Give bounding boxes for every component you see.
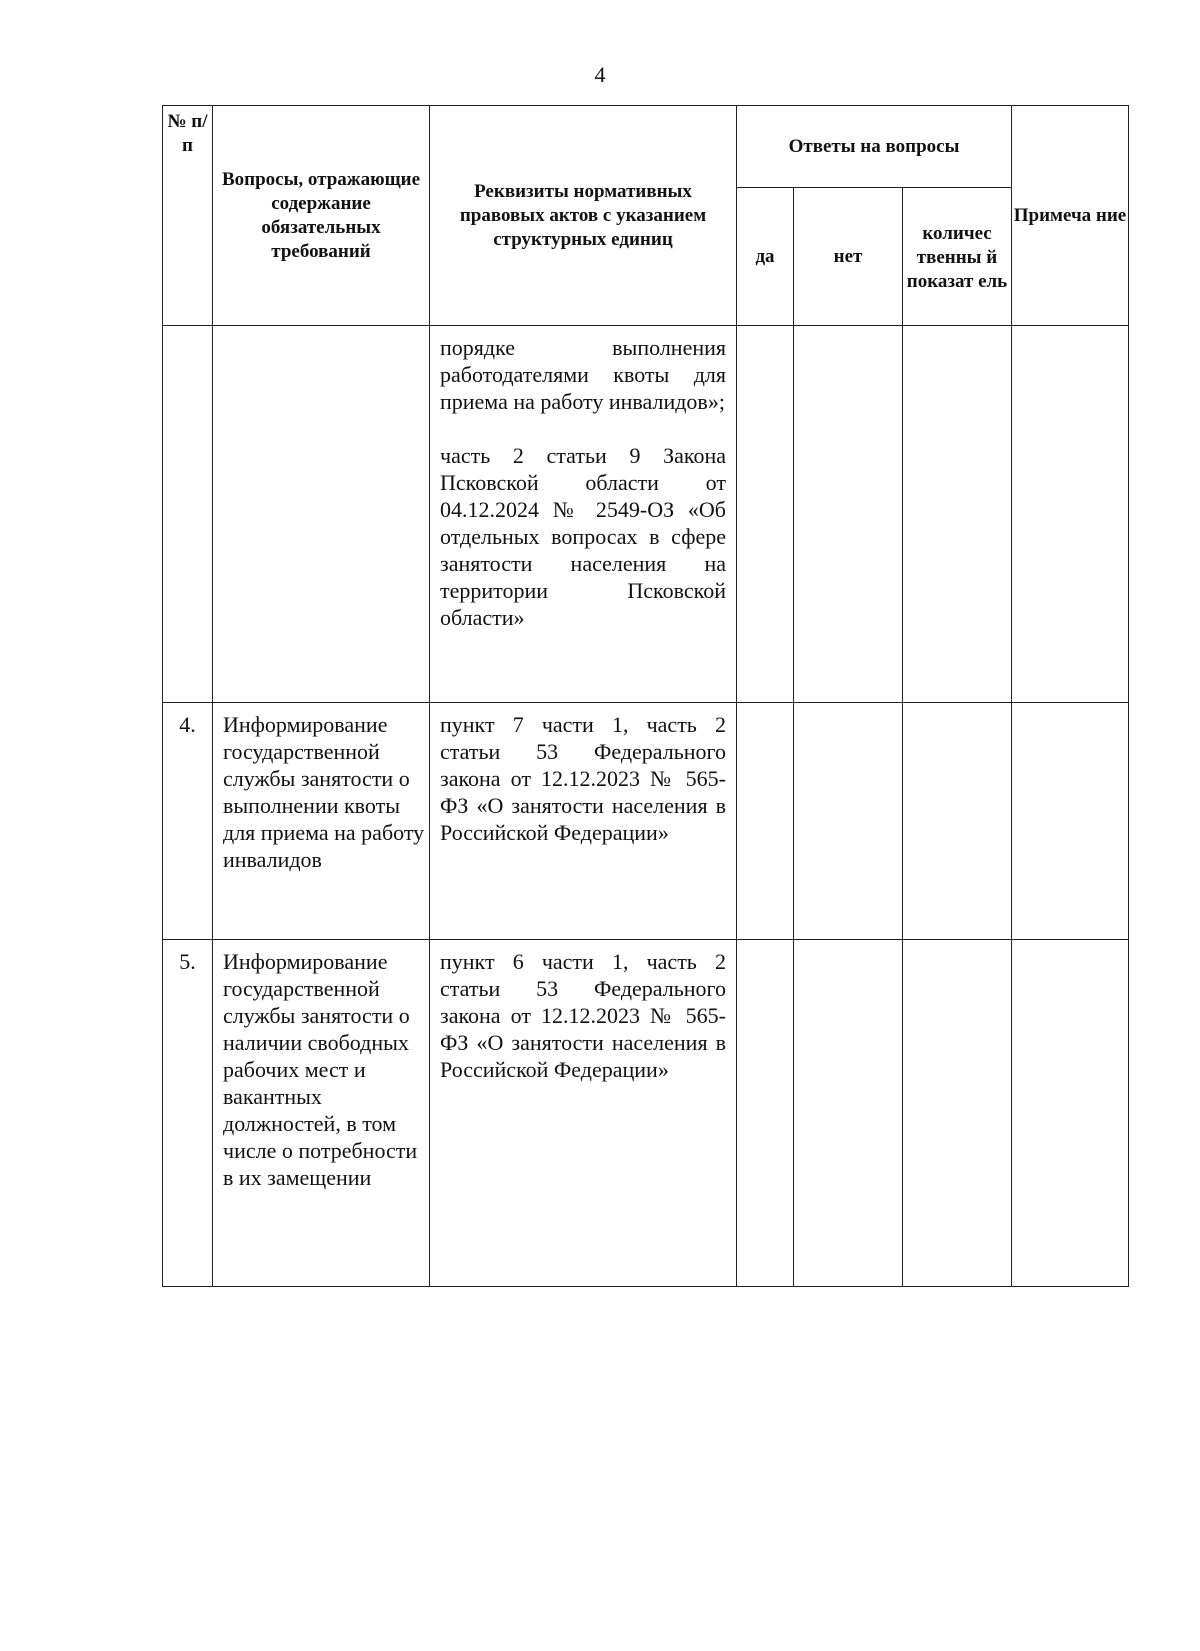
header-yes: да xyxy=(737,188,794,326)
cell-note xyxy=(1012,940,1129,1287)
header-answers: Ответы на вопросы xyxy=(737,106,1012,188)
row-question: Информирование государственной службы занятости о выполнении квоты для приема на работу инвалидов xyxy=(213,703,430,940)
header-requisites: Реквизиты нормативных правовых актов с указанием структурных единиц xyxy=(430,106,737,326)
cell-yes xyxy=(737,940,794,1287)
checklist-table xyxy=(162,105,1129,1287)
cell-yes xyxy=(737,326,794,703)
cell-quantitative xyxy=(903,703,1012,940)
cell-no xyxy=(794,703,903,940)
row-num: 5. xyxy=(163,940,213,1287)
header-num: № п/ п xyxy=(163,106,213,326)
row-requisites xyxy=(430,326,737,703)
cell-no xyxy=(794,940,903,1287)
cell-note xyxy=(1012,326,1129,703)
row-question: Информирование государственной службы занятости о наличии свободных рабочих мест и вакантных должностей, в том числе о потребности в их замещении xyxy=(213,940,430,1287)
cell-quantitative xyxy=(903,940,1012,1287)
header-note: Примеча ние xyxy=(1012,106,1129,326)
requisite-paragraph: пункт 7 части 1, часть 2 статьи 53 Федерального закона от 12.12.2023 № 565-ФЗ «О занятости населения в Российской Федерации» xyxy=(440,712,726,845)
table-row xyxy=(163,703,1129,940)
table-row xyxy=(163,326,1129,703)
requisite-paragraph: пункт 6 части 1, часть 2 статьи 53 Федерального закона от 12.12.2023 № 565-ФЗ «О занятости населения в Российской Федерации» xyxy=(440,949,726,1082)
row-question xyxy=(213,326,430,703)
cell-quantitative xyxy=(903,326,1012,703)
requisite-paragraph: порядке выполнения работодателями квоты для приема на работу инвалидов»; xyxy=(440,335,726,414)
row-num: 4. xyxy=(163,703,213,940)
page-number: 4 xyxy=(594,62,606,87)
requisite-paragraph: часть 2 статьи 9 Закона Псковской области от 04.12.2024 № 2549-ОЗ «Об отдельных вопросах в сфере занятости населения на территории Псковской области» xyxy=(440,443,726,630)
row-requisites xyxy=(430,940,737,1287)
row-num xyxy=(163,326,213,703)
table-row xyxy=(163,940,1129,1287)
cell-note xyxy=(1012,703,1129,940)
header-questions: Вопросы, отражающие содержание обязательных требований xyxy=(213,106,430,326)
cell-no xyxy=(794,326,903,703)
header-row xyxy=(163,106,1129,188)
header-quantitative: количес твенны й показат ель xyxy=(903,188,1012,326)
row-requisites xyxy=(430,703,737,940)
header-no: нет xyxy=(794,188,903,326)
cell-yes xyxy=(737,703,794,940)
